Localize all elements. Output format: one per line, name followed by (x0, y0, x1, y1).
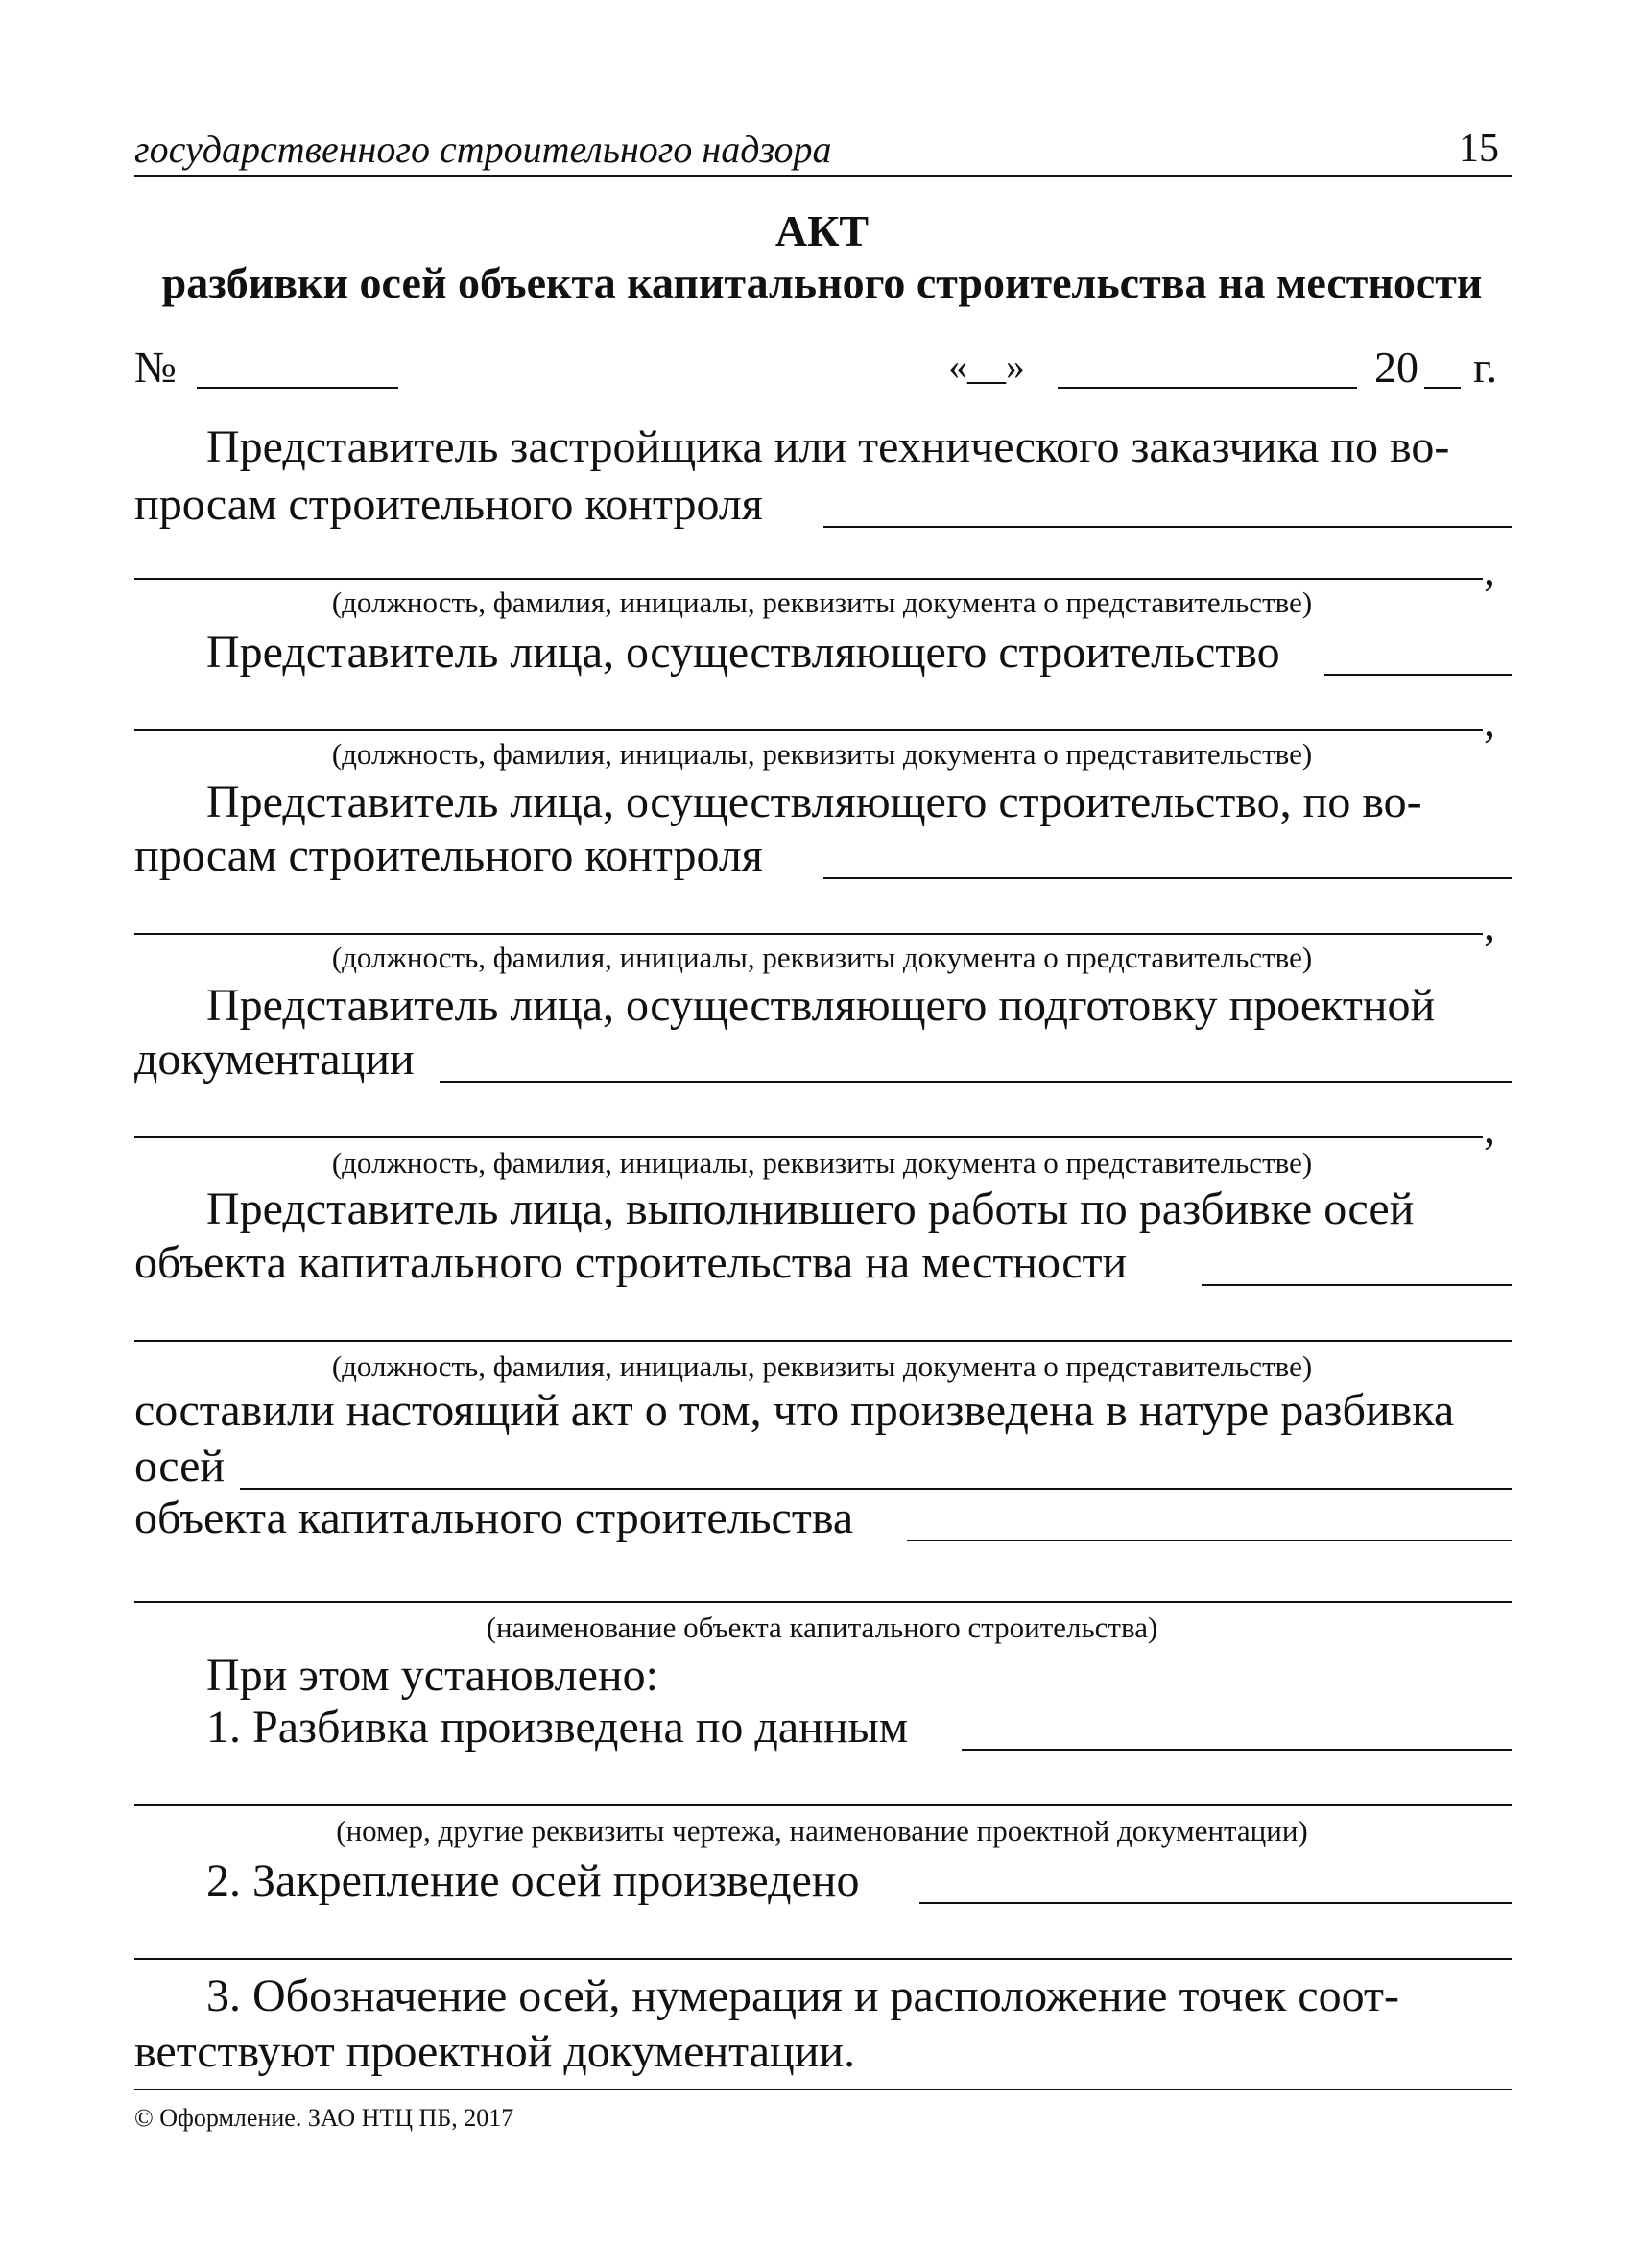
p6-line1: составили настоящий акт о том, что произведена в натуре разбивка (134, 1385, 1455, 1436)
p6-line3: объекта капитального строительства (134, 1492, 854, 1543)
p3-blank-1[interactable] (823, 877, 1512, 879)
date-month-blank[interactable] (1058, 387, 1357, 389)
axes-blank[interactable] (240, 1488, 1512, 1490)
year-prefix: 20 (1374, 343, 1418, 392)
p5-line2: объекта капитального строительства на местности (134, 1237, 1128, 1288)
p4-caption: (должность, фамилия, инициалы, реквизиты документа о представительстве) (331, 1146, 1313, 1180)
found-line: При этом установлено: (206, 1650, 658, 1701)
p1-caption: (должность, фамилия, инициалы, реквизиты документа о представительстве) (331, 585, 1313, 619)
p3-caption: (должность, фамилия, инициалы, реквизиты документа о представительстве) (331, 941, 1313, 974)
p1-line1: Представитель застройщика или технического заказчика по во- (206, 421, 1450, 472)
p4-line2: документации (134, 1034, 415, 1085)
footer-rule (134, 2089, 1512, 2090)
p3-line2: просам строительного контроля (134, 830, 763, 881)
item2-blank-1[interactable] (919, 1902, 1512, 1904)
object-caption: (наименование объекта капитального строительства) (486, 1611, 1158, 1644)
object-blank-2[interactable] (134, 1601, 1512, 1603)
p1-line2: просам строительного контроля (134, 479, 763, 530)
p3-line1: Представитель лица, осуществляющего строительство, по во- (206, 776, 1422, 827)
act-subtitle: разбивки осей объекта капитального строительства на местности (161, 258, 1483, 307)
p5-blank-1[interactable] (1202, 1284, 1512, 1286)
p4-blank-1[interactable] (440, 1081, 1512, 1083)
p2-blank-2[interactable] (134, 729, 1483, 731)
page-number: 15 (1459, 127, 1499, 171)
p1-blank-1[interactable] (823, 526, 1512, 528)
p5-line1: Представитель лица, выполнившего работы по разбивке осей (206, 1183, 1415, 1234)
p3-comma: , (1484, 899, 1495, 950)
footer-copyright: © Оформление. ЗАО НТЦ ПБ, 2017 (134, 2104, 514, 2132)
date-day-quote: «__» (948, 345, 1025, 388)
year-suffix: г. (1473, 343, 1498, 392)
running-title: государственного строительного надзора (134, 128, 832, 171)
item3-line1: 3. Обозначение осей, нумерация и расположение точек соот- (206, 1970, 1399, 2021)
item1-blank-2[interactable] (134, 1804, 1512, 1806)
p2-comma: , (1484, 696, 1495, 747)
item3-line2: ветствуют проектной документации. (134, 2026, 856, 2077)
item1-line: 1. Разбивка произведена по данным (206, 1702, 909, 1753)
p5-blank-2[interactable] (134, 1340, 1512, 1342)
p2-caption: (должность, фамилия, инициалы, реквизиты документа о представительстве) (331, 737, 1313, 771)
header-rule (134, 175, 1512, 177)
item2-line: 2. Закрепление осей произведено (206, 1855, 860, 1906)
number-label: № (134, 343, 177, 392)
p1-comma: , (1484, 544, 1495, 595)
year-blank[interactable] (1424, 387, 1461, 389)
object-blank-1[interactable] (907, 1540, 1512, 1541)
number-blank[interactable] (197, 387, 398, 389)
drawing-caption: (номер, другие реквизиты чертежа, наименование проектной документации) (336, 1814, 1308, 1848)
p5-caption: (должность, фамилия, инициалы, реквизиты документа о представительстве) (331, 1349, 1313, 1383)
act-title: АКТ (774, 206, 870, 255)
item2-blank-2[interactable] (134, 1958, 1512, 1960)
item1-blank-1[interactable] (962, 1749, 1512, 1751)
p4-line1: Представитель лица, осуществляющего подготовку проектной (206, 980, 1436, 1031)
p4-blank-2[interactable] (134, 1136, 1483, 1138)
p2-line1: Представитель лица, осуществляющего строительство (206, 627, 1280, 678)
p2-blank-1[interactable] (1324, 674, 1512, 676)
p6-line2: осей (134, 1441, 226, 1492)
p1-blank-2[interactable] (134, 578, 1483, 580)
p4-comma: , (1484, 1103, 1495, 1154)
p3-blank-2[interactable] (134, 933, 1483, 935)
